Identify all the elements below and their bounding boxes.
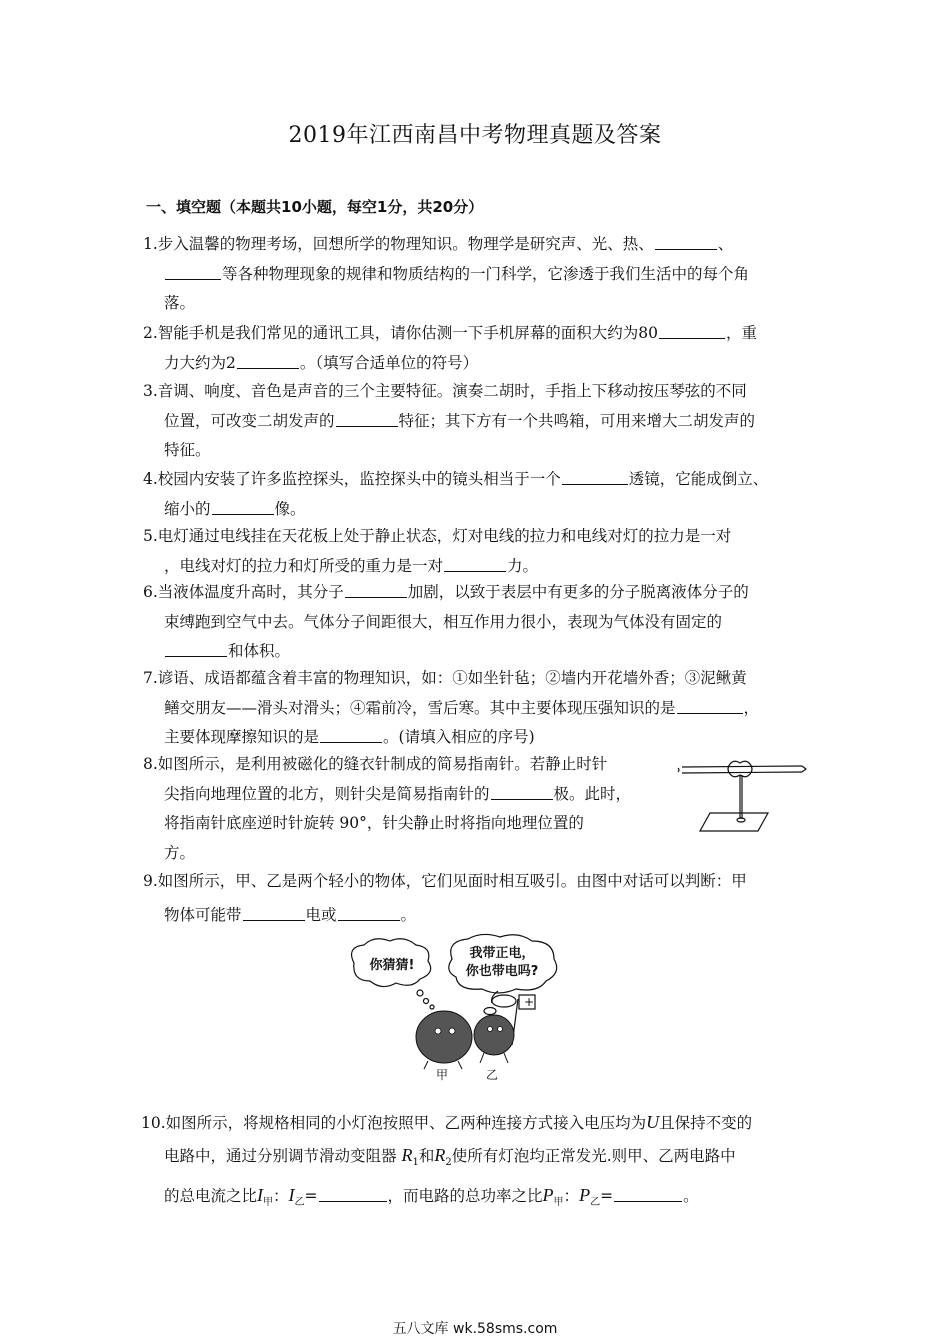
question-3	[143, 377, 755, 466]
flag-sign: +	[523, 995, 535, 1009]
q6-line-3: 和体积。	[143, 637, 749, 667]
question-4	[143, 465, 768, 524]
label-yi: 乙	[485, 1068, 499, 1082]
label-jia: 甲	[435, 1068, 449, 1082]
question-6	[143, 578, 749, 667]
answer-blank[interactable]	[320, 725, 382, 743]
question-5	[143, 522, 731, 581]
answer-blank[interactable]	[614, 1184, 682, 1202]
q4-line-2: 缩小的 像。	[143, 495, 768, 525]
q1-line-3: 落。	[164, 294, 196, 312]
answer-blank[interactable]	[345, 580, 407, 598]
answer-blank[interactable]	[319, 1184, 387, 1202]
bubble-right-text-1: 我带正电，	[469, 946, 535, 961]
question-8	[143, 750, 631, 868]
answer-blank[interactable]	[491, 782, 553, 800]
question-9	[143, 867, 747, 930]
answer-blank[interactable]	[655, 232, 717, 250]
answer-blank[interactable]	[336, 409, 398, 427]
answer-blank[interactable]	[165, 639, 227, 657]
q2-line-2: 力大约为2 。（填写合适单位的符号）	[143, 349, 757, 379]
q5-line-1: 5.电灯通过电线挂在天花板上处于静止状态，灯对电线的拉力和电线对灯的拉力是一对	[143, 527, 732, 545]
q8-line-4: 方。	[164, 843, 196, 862]
q4-line-1: 4.校园内安装了许多监控探头，监控探头中的镜头相当于一个 透镜，它能成倒立、	[143, 465, 768, 495]
bubble-right-text-2: 你也带电吗?	[465, 964, 539, 979]
needle-line	[682, 766, 802, 767]
object-jia	[416, 1011, 472, 1063]
q1-line-2: 等各种物理现象的规律和物质结构的一门科学，它渗透于我们生活中的每个角	[143, 260, 749, 290]
needle-line	[682, 772, 802, 773]
q9-line-2: 物体可能带 电或 。	[143, 901, 747, 931]
object-yi	[474, 1015, 514, 1055]
q8-line-2: 尖指向地理位置的北方，则针尖是简易指南针的 极。此时，	[143, 780, 631, 810]
question-7	[143, 664, 759, 753]
q7-line-2: 鳝交朋友——滑头对滑头；④霜前冷，雪后寒。其中主要体现压强知识的是 ，	[143, 694, 759, 724]
answer-blank[interactable]	[165, 262, 221, 280]
question-10	[143, 1106, 752, 1219]
q1-line-1: 1.步入温馨的物理考场，回想所学的物理知识。物理学是研究声、光、热、 、	[143, 230, 749, 260]
answer-blank[interactable]	[212, 497, 274, 515]
answer-blank[interactable]	[237, 351, 299, 369]
answer-blank[interactable]	[444, 554, 506, 572]
answer-blank[interactable]	[659, 321, 725, 339]
compass-base	[700, 813, 768, 831]
charged-objects-figure	[340, 933, 600, 1083]
answer-blank[interactable]	[562, 467, 628, 485]
q10-line-2: 电路中，通过分别调节滑动变阻器 $R_1$和$R_2$使所有灯泡均正常发光.则甲、乙两电路中	[164, 1145, 736, 1169]
q10-line-1: 10.如图所示，将规格相同的小灯泡按照甲、乙两种连接方式接入电压均为U且保持不变的	[141, 1112, 753, 1132]
q5-line-2: ，电线对灯的拉力和灯所受的重力是一对 力。	[143, 552, 731, 582]
bubble-left-text: 你猜猜!	[369, 958, 415, 973]
q8-line-3: 将指南针底座逆时针旋转 90°，针尖静止时将指向地理位置的	[164, 814, 584, 832]
answer-blank[interactable]	[677, 696, 743, 714]
footer-watermark: 五八文库 wk.58sms.com	[392, 1321, 558, 1337]
q6-line-1: 6.当液体温度升高时，其分子 加剧，以致于表层中有更多的分子脱离液体分子的	[143, 578, 749, 608]
question-2	[143, 319, 757, 378]
compass-figure	[676, 755, 816, 843]
q7-line-1: 7.谚语、成语都蕴含着丰富的物理知识，如：①如坐针毡；②墙内开花墙外香；③泥鳅黄	[143, 669, 747, 687]
question-1	[143, 230, 749, 319]
q3-line-2: 位置，可改变二胡发声的 特征；其下方有一个共鸣箱，可用来增大二胡发声的	[143, 407, 755, 437]
section-heading: 一、填空题（本题共10小题，每空1分，共20分）	[146, 198, 484, 216]
q8-line-1: 8.如图所示，是利用被磁化的缝衣针制成的简易指南针。若静止时针	[143, 755, 608, 773]
q3-line-1: 3.音调、响度、音色是声音的三个主要特征。演奏二胡时，手指上下移动按压琴弦的不同	[143, 382, 747, 400]
q6-line-2: 束缚跑到空气中去。气体分子间距很大，相互作用力很小，表现为气体没有固定的	[164, 612, 723, 631]
q2-line-1: 2.智能手机是我们常见的通讯工具，请你估测一下手机屏幕的面积大约为80 ，重	[143, 319, 757, 349]
needle-holder-icon	[728, 761, 752, 777]
q3-line-3: 特征。	[164, 441, 211, 459]
answer-blank[interactable]	[338, 903, 400, 921]
q10-line-3: 的总电流之比$I_甲$：$I_乙=$ ，而电路的总功率之比$P_甲$：$P_乙=$ 。	[164, 1185, 699, 1209]
q9-line-1: 9.如图所示，甲、乙是两个轻小的物体，它们见面时相互吸引。由图中对话可以判断：甲	[143, 872, 747, 890]
answer-blank[interactable]	[243, 903, 305, 921]
q7-line-3: 主要体现摩擦知识的是 。(请填入相应的序号)	[143, 723, 759, 753]
page-title: 2019年江西南昌中考物理真题及答案	[288, 123, 662, 148]
